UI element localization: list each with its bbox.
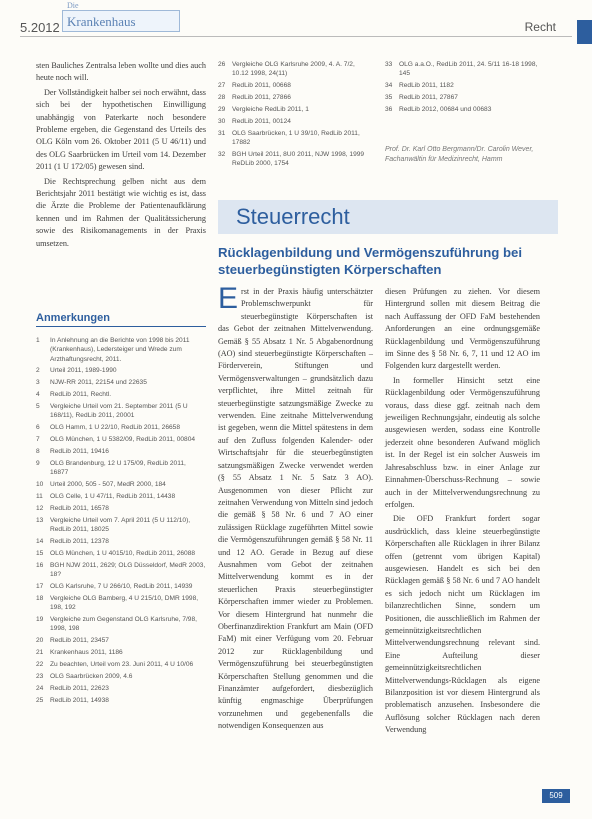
footnote-text: Zu beachten, Urteil vom 23. Juni 2011, 4 U 10/06: [50, 661, 194, 669]
footnote-item: [218, 105, 373, 114]
footnote-text: RedLib 2011, 27866: [232, 94, 291, 102]
footnote-item: [36, 636, 206, 645]
footnote-item: [36, 696, 206, 705]
footnote-item: [385, 105, 540, 114]
footnote-number: 4: [36, 391, 40, 399]
footnote-text: RedLib 2011, 16578: [50, 504, 109, 512]
footnote-item: [36, 516, 206, 535]
footnote-text: OLG München, 1 U 4015/10, RedLib 2011, 26088: [50, 549, 196, 557]
footnote-item: [36, 561, 206, 580]
author-credit: Prof. Dr. Karl Otto Bergmann/Dr. Carolin Wever, Fachanwältin für Medizinrecht, Hamm: [385, 146, 534, 163]
footnote-number: 16: [36, 561, 44, 569]
footnote-item: [385, 93, 540, 102]
footnote-text: OLG a.a.O., RedLib 2011, 24. 5/11 16-18 1998, 145: [399, 61, 538, 78]
footnote-item: [36, 336, 206, 364]
footnote-number: 35: [385, 94, 393, 102]
footnote-number: 31: [218, 129, 226, 137]
footnote-number: 15: [36, 549, 44, 557]
footnote-item: [385, 81, 540, 90]
footnote-number: 3: [36, 379, 40, 387]
footnote-number: 28: [218, 94, 226, 102]
footnote-text: RedLib 2011, 14938: [50, 696, 109, 704]
footnote-item: [36, 648, 206, 657]
footnote-text: RedLib 2011, 00668: [232, 82, 291, 90]
footnote-number: 17: [36, 583, 44, 591]
footnote-item: [36, 549, 206, 558]
footnote-text: RedLib 2011, 1182: [399, 82, 454, 90]
footnote-text: RedLib 2011, 00124: [232, 117, 291, 125]
section-tab-marker: [577, 20, 592, 44]
footnote-text: Vergleiche RedLib 2011, 1: [232, 105, 309, 113]
footnote-number: 29: [218, 105, 226, 113]
footnote-number: 10: [36, 481, 44, 489]
footnote-text: OLG Celle, 1 U 47/11, RedLib 2011, 14438: [50, 493, 176, 501]
footnote-text: OLG München, 1 U 5382/09, RedLib 2011, 00804: [50, 436, 196, 444]
footnote-number: 21: [36, 649, 44, 657]
footnote-text: RedLib 2011, 12378: [50, 538, 109, 546]
footnote-text: RedLib 2011, 23457: [50, 637, 109, 645]
footnote-number: 7: [36, 436, 40, 444]
footnote-text: Vergleiche OLG Bamberg, 4 U 215/10, DMR 1998, 198, 192: [50, 594, 199, 612]
section-label: Recht: [524, 20, 556, 34]
footnote-text: Vergleiche Urteil vom 7. April 2011 (5 U 112/10), RedLib 2011, 18025: [50, 516, 191, 534]
footnote-number: 14: [36, 538, 44, 546]
footnote-number: 2: [36, 367, 40, 375]
column-1-text: [36, 60, 206, 252]
footnote-text: In Anlehnung an die Berichte von 1998 bis 2011 (Krankenhaus), Ledersteiger und Wrede zum Arzthaftungsrecht, 2011.: [50, 337, 190, 363]
footnote-item: [218, 81, 373, 90]
article-column-1: [218, 282, 373, 735]
footnote-text: OLG Saarbrücken, 1 U 39/10, RedLib 2011, 17882: [232, 129, 360, 147]
footnote-item: [218, 117, 373, 126]
footnote-text: RedLib 2011, 22623: [50, 684, 109, 692]
page-header: [0, 0, 592, 46]
footnote-item: [36, 423, 206, 432]
magazine-logo-prefix: Die: [67, 1, 79, 10]
footnote-text: OLG Karlsruhe, 7 U 266/10, RedLib 2011, 14939: [50, 583, 193, 591]
footnote-item: [36, 660, 206, 669]
footnote-number: 20: [36, 637, 44, 645]
article-paragraph: [218, 282, 373, 733]
footnote-item: [36, 594, 206, 613]
article-paragraph-text: rst in der Praxis häufig unterschätzter Problemschwerpunkt für steuerbegünstigte Körperschaften ist das Gebot der zeitnahen Mittelverwendung. Gemäß § 55 Absatz 1 Nr. 5 Abgabenordnung (AO) sind steuerbegünstigte Körperschaften – Förderverein, Stiftungen und Vermögensverwaltungen – grundsätzlich dazu verpflichtet, ihre Mittel zeitnah für steuerbegünstigte satzungsmäßige Zwecke zu verwenden. Eine zeitnahe Mittelverwendung ist gegeben, wenn die Mittel spätestens in dem auf den Zufluss folgenden Kalender- oder Wirtschaftsjahr für die steuerbegünstigten satzungsmäßigen Zwecke verwendet werden (§ 55 Absatz 1 Nr. 5 Satz 3 AO). Ausgenommen von dieser Pflicht zur zeitnahen Verwendung von Mitteln sind jedoch die gemäß § 58 Nr. 6 und 7 AO einer zulässigen Rücklage zugeführten Mittel sowie die Vermögenszuführungen gemäß § 58 Nr. 11 und 12 AO. Gerade in Bezug auf diese Ausnahmen vom Gebot der zeitnahen Mittelverwendung kommt es in der steuerlichen Praxis steuerbegünstigter Körperschaften immer wieder zu Problemen. Vor diesem Hintergrund hat nunmehr die Oberfinanzdirektion Frankfurt am Main (OFD FaM) mit einer Verfügung vom 20. Februar 2012 zur Rücklagenbildung und Vermögenszuführung bei steuerbegünstigten Körperschaften Stellung genommen und die Finanzämter aufgefordert, diesbezüglich künftig engmaschige Überprüfungen vorzunehmen und gegebenenfalls die notwendigen Konsequenzen aus: [218, 287, 373, 731]
footnote-item: [385, 60, 540, 79]
footnote-text: OLG Hamm, 1 U 22/10, RedLib 2011, 26658: [50, 424, 180, 432]
footnote-text: Vergleiche OLG Karlsruhe 2009, 4. A. 7/2, 10.12 1998, 24(11): [232, 61, 355, 78]
drop-cap: E: [218, 282, 239, 315]
footnote-text: RedLib 2011, 27867: [399, 94, 458, 102]
footnote-text: OLG Saarbrücken 2009, 4.6: [50, 672, 133, 680]
footnote-number: 1: [36, 337, 40, 344]
footnote-text: OLG Brandenburg, 12 U 175/09, RedLib 2011, 16877: [50, 460, 186, 477]
footnote-item: [218, 60, 373, 79]
footnote-number: 13: [36, 516, 44, 524]
footnote-list: [385, 60, 540, 114]
footnote-item: [36, 366, 206, 375]
page-number: 509: [542, 789, 570, 803]
article-title: Rücklagenbildung und Vermögenszuführung bei steuerbegünstigten Körperschaften: [218, 245, 523, 277]
footnote-number: 34: [385, 82, 393, 90]
article-paragraph: diesen Prüfungen zu ziehen. Vor diesem Hintergrund sollen mit diesem Beitrag die nach Auffassung der OFD FaM bestehenden Anforderungen an eine ordnungsgemäße Rücklagenbildung und Vermögenszuführung im Sinne des § 58 Nr. 6, 7, 11 und 12 AO im Folgenden kurz dargestellt werden.: [385, 287, 540, 371]
footnote-number: 5: [36, 403, 40, 411]
footnote-text: Urteil 2000, 505 - 507, MedR 2000, 184: [50, 481, 166, 489]
footnote-item: [36, 378, 206, 387]
magazine-logo: [62, 1, 180, 32]
footnote-number: 12: [36, 504, 44, 512]
footnote-item: [36, 492, 206, 501]
footnote-item: [36, 459, 206, 478]
footnote-number: 33: [385, 61, 393, 68]
footnote-number: 22: [36, 661, 44, 669]
footnotes-column-3: [385, 60, 540, 117]
footnotes-heading: Anmerkungen: [36, 312, 206, 327]
footnote-text: Urteil 2011, 1989-1990: [50, 367, 117, 375]
footnote-item: [36, 504, 206, 513]
section-title: Steuerrecht: [236, 204, 350, 229]
issue-number: 5.2012: [20, 20, 60, 35]
footnote-number: 6: [36, 424, 40, 432]
article-paragraph: In formeller Hinsicht setzt eine Rücklagenbildung oder Vermögenszuführung voraus, dass diese ggf. zeitnah nach dem jeweiligen Rechnungsjahr, eindeutig als solche ausgewiesen werden, sodass eine Kontrolle jederzeit ohne besonderen Aufwand möglich ist. In der Regel ist ein solcher Ausweis im Jahresabschluss bzw. in einer Anlage zur Einnahmen-Überschuss-Rechnung – sowie auch in der Mittelverwendungsrechnung zu erfolgen.: [385, 375, 540, 509]
footnote-item: [36, 684, 206, 693]
footnote-text: RedLib 2011, 19416: [50, 448, 109, 456]
footnote-text: BGH NJW 2011, 2629; OLG Düsseldorf, MedR 2003, 18?: [50, 561, 206, 579]
footnote-number: 27: [218, 82, 226, 90]
footnote-number: 18: [36, 594, 44, 602]
footnote-text: Vergleiche Urteil vom 21. September 2011 (5 U 168/11), RedLib 2011, 20001: [50, 403, 188, 420]
paragraph: Die Rechtsprechung gelben nicht aus dem Berichtsjahr 2011 bestätigt wie wichtig es ist, dass die Ärzte die Probleme der Patientenaufklärung kennen und im Rahmen der Qualitätssicherung sowie des Risikomanagements in der Praxis umsetzen.: [36, 176, 206, 248]
footnote-item: [218, 93, 373, 102]
footnote-number: 9: [36, 460, 40, 468]
footnote-number: 26: [218, 61, 226, 68]
footnote-number: 19: [36, 616, 44, 624]
footnote-item: [36, 435, 206, 444]
footnote-text: NJW-RR 2011, 22154 und 22635: [50, 379, 147, 387]
footnote-text: RedLib 2012, 00684 und 00683: [399, 105, 492, 113]
footnote-text: Krankenhaus 2011, 1186: [50, 649, 123, 657]
footnote-number: 23: [36, 672, 44, 680]
footnote-item: [36, 582, 206, 591]
footnote-number: 30: [218, 117, 226, 125]
footnote-number: 8: [36, 448, 40, 456]
footnote-text: Vergleiche zum Gegenstand OLG Karlsruhe, 7/98, 1998, 198: [50, 616, 197, 633]
footnote-item: [36, 390, 206, 399]
footnotes-column-1: [36, 336, 206, 708]
footnotes-column-2: [218, 60, 373, 171]
footnote-item: [36, 480, 206, 489]
header-rule: [20, 36, 572, 37]
footnote-number: 25: [36, 696, 44, 704]
footnote-item: [36, 402, 206, 421]
footnote-list: [36, 336, 206, 705]
footnote-number: 36: [385, 105, 393, 113]
footnote-item: [36, 537, 206, 546]
footnote-item: [36, 615, 206, 634]
footnote-number: 11: [36, 493, 43, 501]
footnote-item: [36, 672, 206, 681]
paragraph: Der Vollständigkeit halber sei noch erwähnt, dass sich bei der hypothetischen Einwilligung unabhängig von Paterkarte noch besondere Probleme ergeben, die Gegenstand des Urteils des OLG Köln vom 26. Oktober 2011 (5 U 46/11) und des OLG Saarbrücken im Urteil vom 14. Dezember 2011 (1 U 172/05) gewesen sind.: [36, 87, 206, 172]
article-column-2: [385, 286, 540, 739]
footnote-item: [218, 129, 373, 148]
footnote-text: RedLib 2011, Rechtl.: [50, 391, 112, 399]
magazine-logo-name: Krankenhaus: [67, 14, 136, 29]
footnote-number: 24: [36, 684, 44, 692]
footnote-number: 32: [218, 150, 226, 158]
paragraph: sten Bauliches Zentralsa leben wollte und dies auch heute noch will.: [36, 61, 206, 83]
article-paragraph: Die OFD Frankfurt fordert sogar ausdrücklich, dass kleine steuerbegünstigte Körperschaften alle Rücklagen in ihrer Bilanz offen (getrennt vom übrigen Kapital) ausgewiesen. Handelt es sich bei den Rücklagen gemäß § 58 Nr. 6 und 7 AO handelt es sich jedoch nicht um Rücklagen im bilanzrechtlichen Sinne, sondern um Positionen, die ausschließlich im Rahmen der gemeinnützigkeitsrechtlichen Mittelverwendungsrechnung relevant sind. Eine Aufteilung dieser gemeinnützigkeitsrechtlichen Mittelverwendungs-Rücklagen als eigene Bilanzposition ist vor diesem Hintergrund als problematisch anzusehen. Insbesondere die Auflösung solcher Rücklagen nach deren Verwendung: [385, 514, 540, 735]
footnote-item: [36, 447, 206, 456]
footnote-list: [218, 60, 373, 169]
footnote-text: BGH Urteil 2011, 8U0 2011, NJW 1998, 1999 ReDLib 2000, 1754: [232, 150, 365, 168]
footnote-item: [218, 150, 373, 169]
